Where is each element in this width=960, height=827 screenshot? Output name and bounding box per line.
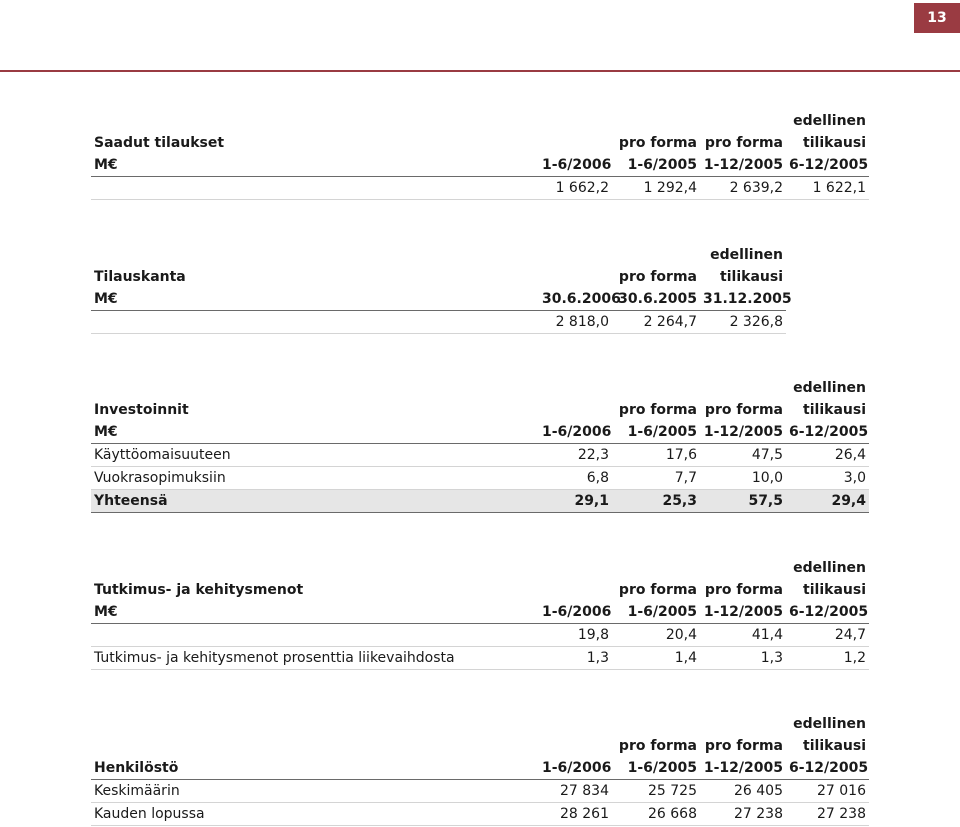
header-cell: tilikausi bbox=[803, 582, 866, 598]
investments-table bbox=[91, 377, 869, 513]
table-row bbox=[91, 311, 786, 334]
table-title: Saadut tilaukset bbox=[94, 135, 225, 151]
row-label: Vuokrasopimuksiin bbox=[91, 467, 539, 490]
header-cell: pro forma bbox=[704, 738, 783, 754]
value-cell: 20,4 bbox=[612, 624, 700, 647]
value-cell: 24,7 bbox=[786, 624, 869, 647]
header-row bbox=[91, 154, 869, 177]
value-cell: 27 834 bbox=[539, 780, 612, 803]
period-header: 6-12/2005 bbox=[786, 421, 869, 444]
period-header: 1-6/2005 bbox=[612, 601, 700, 624]
header-row bbox=[91, 399, 869, 421]
table-title: Tutkimus- ja kehitysmenot bbox=[94, 582, 304, 598]
header-cell bbox=[91, 713, 539, 735]
period-header: 1-12/2005 bbox=[700, 154, 786, 177]
header-cell: tilikausi bbox=[803, 402, 866, 418]
header-cell bbox=[700, 713, 786, 735]
table-row bbox=[91, 444, 869, 467]
period-header: 1-6/2005 bbox=[612, 421, 700, 444]
header-cell bbox=[539, 377, 612, 399]
header-cell: pro forma bbox=[618, 269, 697, 285]
header-cell: edellinen bbox=[793, 560, 866, 576]
period-header: 6-12/2005 bbox=[786, 601, 869, 624]
header-row bbox=[91, 557, 869, 579]
period-header: 1-6/2006 bbox=[539, 601, 612, 624]
period-header: 1-12/2005 bbox=[700, 601, 786, 624]
header-cell bbox=[539, 399, 612, 421]
personnel-table bbox=[91, 713, 869, 826]
period-header: 1-12/2005 bbox=[700, 757, 786, 780]
value-cell: 1,2 bbox=[786, 647, 869, 670]
value-cell: 2 639,2 bbox=[700, 177, 786, 200]
header-row bbox=[91, 132, 869, 154]
row-label: Kauden lopussa bbox=[91, 803, 539, 826]
value-cell: 1,3 bbox=[539, 647, 612, 670]
table-title: Investoinnit bbox=[94, 402, 189, 418]
value-cell: 1,3 bbox=[700, 647, 786, 670]
period-header: 1-6/2005 bbox=[612, 757, 700, 780]
table-row bbox=[91, 624, 869, 647]
value-cell: 28 261 bbox=[539, 803, 612, 826]
header-cell: pro forma bbox=[618, 135, 697, 151]
value-cell: 10,0 bbox=[700, 467, 786, 490]
header-row bbox=[91, 244, 786, 266]
rnd-table bbox=[91, 557, 869, 670]
value-cell: 1 662,2 bbox=[539, 177, 612, 200]
header-cell: pro forma bbox=[618, 402, 697, 418]
row-label: Tutkimus- ja kehitysmenot prosenttia liikevaihdosta bbox=[91, 647, 539, 670]
header-cell bbox=[700, 557, 786, 579]
header-cell bbox=[612, 377, 700, 399]
unit-label: M€ bbox=[91, 421, 539, 444]
header-cell: pro forma bbox=[704, 582, 783, 598]
header-cell: pro forma bbox=[704, 402, 783, 418]
header-cell: tilikausi bbox=[803, 738, 866, 754]
header-row bbox=[91, 601, 869, 624]
period-header: 6-12/2005 bbox=[786, 757, 869, 780]
value-cell: 26 668 bbox=[612, 803, 700, 826]
header-row bbox=[91, 110, 869, 132]
header-row bbox=[91, 579, 869, 601]
value-cell: 27 016 bbox=[786, 780, 869, 803]
header-cell bbox=[700, 377, 786, 399]
backlog-table bbox=[91, 244, 792, 334]
header-row bbox=[91, 266, 786, 288]
header-cell: pro forma bbox=[618, 738, 697, 754]
value-cell: 19,8 bbox=[539, 624, 612, 647]
table-row bbox=[91, 647, 869, 670]
period-header: 1-6/2006 bbox=[539, 757, 612, 780]
header-cell: tilikausi bbox=[720, 269, 783, 285]
value-cell: 47,5 bbox=[700, 444, 786, 467]
unit-label: M€ bbox=[91, 288, 539, 311]
value-cell: 1 292,4 bbox=[612, 177, 700, 200]
header-row bbox=[91, 757, 869, 780]
header-cell: pro forma bbox=[618, 582, 697, 598]
header-cell bbox=[91, 377, 539, 399]
header-cell bbox=[612, 244, 700, 266]
value-cell: 2 264,7 bbox=[612, 311, 700, 334]
period-header: 1-6/2005 bbox=[612, 154, 700, 177]
period-header: 31.12.2005 bbox=[700, 288, 786, 311]
header-row bbox=[91, 421, 869, 444]
row-label bbox=[91, 177, 539, 200]
header-cell bbox=[91, 557, 539, 579]
header-row bbox=[91, 713, 869, 735]
value-cell: 27 238 bbox=[786, 803, 869, 826]
page-number-badge: 13 bbox=[914, 3, 960, 33]
row-label bbox=[91, 311, 539, 334]
total-row bbox=[91, 490, 869, 513]
value-cell: 3,0 bbox=[786, 467, 869, 490]
table-title: Henkilöstö bbox=[91, 757, 539, 780]
header-cell bbox=[539, 735, 612, 757]
value-cell: 2 818,0 bbox=[539, 311, 612, 334]
row-label: Käyttöomaisuuteen bbox=[91, 444, 539, 467]
header-cell bbox=[91, 735, 539, 757]
row-label: Keskimäärin bbox=[91, 780, 539, 803]
period-header: 1-12/2005 bbox=[700, 421, 786, 444]
value-cell: 1,4 bbox=[612, 647, 700, 670]
header-cell bbox=[612, 713, 700, 735]
value-cell: 29,4 bbox=[786, 490, 869, 513]
value-cell: 41,4 bbox=[700, 624, 786, 647]
header-cell bbox=[612, 110, 700, 132]
header-cell bbox=[91, 110, 539, 132]
header-cell: tilikausi bbox=[803, 135, 866, 151]
header-cell bbox=[539, 244, 612, 266]
table-row bbox=[91, 780, 869, 803]
header-cell bbox=[539, 266, 612, 288]
header-rule bbox=[0, 70, 960, 72]
header-row bbox=[91, 735, 869, 757]
header-cell bbox=[539, 713, 612, 735]
row-label bbox=[91, 624, 539, 647]
value-cell: 6,8 bbox=[539, 467, 612, 490]
value-cell: 17,6 bbox=[612, 444, 700, 467]
table-row bbox=[91, 177, 869, 200]
period-header: 1-6/2006 bbox=[539, 154, 612, 177]
header-cell: edellinen bbox=[710, 247, 783, 263]
value-cell: 26,4 bbox=[786, 444, 869, 467]
value-cell: 2 326,8 bbox=[700, 311, 786, 334]
period-header: 1-6/2006 bbox=[539, 421, 612, 444]
value-cell: 7,7 bbox=[612, 467, 700, 490]
row-label: Yhteensä bbox=[91, 490, 539, 513]
header-cell bbox=[91, 244, 539, 266]
header-cell: edellinen bbox=[793, 716, 866, 732]
header-cell bbox=[539, 579, 612, 601]
period-header: 30.6.2006 bbox=[539, 288, 612, 311]
header-cell: edellinen bbox=[793, 380, 866, 396]
table-row bbox=[91, 467, 869, 490]
unit-label: M€ bbox=[91, 154, 539, 177]
value-cell: 25 725 bbox=[612, 780, 700, 803]
value-cell: 57,5 bbox=[700, 490, 786, 513]
unit-label: M€ bbox=[91, 601, 539, 624]
table-row bbox=[91, 803, 869, 826]
table-title: Tilauskanta bbox=[94, 269, 186, 285]
header-row bbox=[91, 377, 869, 399]
value-cell: 26 405 bbox=[700, 780, 786, 803]
header-cell bbox=[612, 557, 700, 579]
value-cell: 22,3 bbox=[539, 444, 612, 467]
orders-table bbox=[91, 110, 869, 200]
header-cell: edellinen bbox=[793, 113, 866, 129]
header-cell: pro forma bbox=[704, 135, 783, 151]
value-cell: 1 622,1 bbox=[786, 177, 869, 200]
value-cell: 29,1 bbox=[539, 490, 612, 513]
header-cell bbox=[539, 110, 612, 132]
value-cell: 25,3 bbox=[612, 490, 700, 513]
header-row bbox=[91, 288, 786, 311]
header-cell bbox=[539, 557, 612, 579]
value-cell: 27 238 bbox=[700, 803, 786, 826]
period-header: 30.6.2005 bbox=[612, 288, 700, 311]
header-cell bbox=[539, 132, 612, 154]
header-cell bbox=[700, 110, 786, 132]
period-header: 6-12/2005 bbox=[786, 154, 869, 177]
